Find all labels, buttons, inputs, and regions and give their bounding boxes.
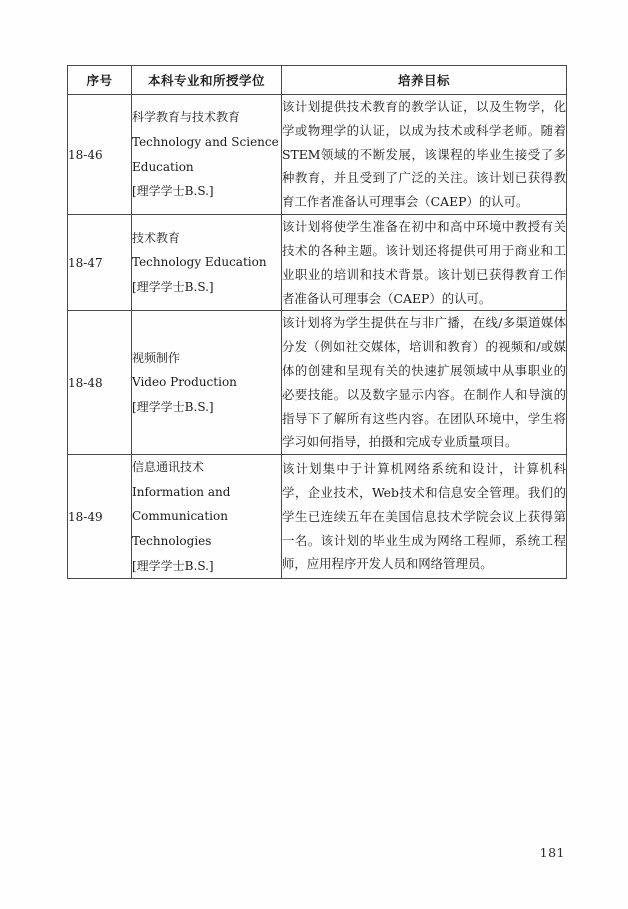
cell-serial-number: 18-46 xyxy=(68,95,132,215)
cell-serial-number: 18-47 xyxy=(68,215,132,311)
major-line: [理学学士B.S.] xyxy=(132,279,214,294)
table-header xyxy=(68,66,567,95)
cell-major-and-degree xyxy=(132,95,282,215)
cell-serial-number: 18-49 xyxy=(68,455,132,579)
table-row xyxy=(68,455,567,579)
major-line: Technology and Science xyxy=(132,134,279,149)
training-objective-text: 该计划提供技术教育的教学认证，以及生物学，化学或物理学的认证，以成为技术或科学老师。随着STEM领域的不断发展，该课程的毕业生接受了多种教育，并且受到了广泛的关注。该计划已获得教育工作者准备认可理事会（CAEP）的认可。 xyxy=(282,99,566,210)
training-objective-text: 该计划将为学生提供在与非广播，在线/多渠道媒体分发（例如社交媒体，培训和教育）的视频和/或媒体的创建和呈现有关的快速扩展领域中从事职业的必要技能。以及数字显示内容。在制作人和导演的指导下了解所有这些内容。在团队环境中，学生将学习如何指导，拍摄和完成专业质量项目。 xyxy=(282,315,566,450)
cell-major-and-degree xyxy=(132,215,282,311)
column-header-major-and-degree: 本科专业和所授学位 xyxy=(132,66,282,95)
major-line: Technologies xyxy=(132,533,212,548)
major-line: [理学学士B.S.] xyxy=(132,558,214,573)
column-header-serial-number: 序号 xyxy=(68,66,132,95)
training-objective-text: 该计划集中于计算机网络系统和设计，计算机科学，企业技术，Web技术和信息安全管理。我们的学生已连续五年在美国信息技术学院会议上获得第一名。该计划的毕业生成为网络工程师，系统工程师，应用程序开发人员和网络管理员。 xyxy=(282,461,566,572)
page-number: 181 xyxy=(539,845,565,860)
major-line: [理学学士B.S.] xyxy=(132,400,214,415)
cell-training-objective xyxy=(282,311,567,455)
cell-serial-number: 18-48 xyxy=(68,311,132,455)
major-line: Technology Education xyxy=(132,255,267,270)
table-body xyxy=(68,95,567,579)
major-line: 信息通讯技术 xyxy=(132,460,205,475)
major-line: Education xyxy=(132,159,194,174)
program-table xyxy=(67,65,567,579)
program-table-container xyxy=(67,65,566,579)
cell-training-objective xyxy=(282,95,567,215)
major-line: Video Production xyxy=(132,375,237,390)
table-row xyxy=(68,215,567,311)
table-header-row xyxy=(68,66,567,95)
major-line: 技术教育 xyxy=(132,230,181,245)
column-header-training-objective: 培养目标 xyxy=(282,66,567,95)
major-line: 视频制作 xyxy=(132,350,181,365)
major-line: 科学教育与技术教育 xyxy=(132,110,241,125)
cell-training-objective xyxy=(282,215,567,311)
major-line: [理学学士B.S.] xyxy=(132,184,214,199)
cell-major-and-degree xyxy=(132,455,282,579)
cell-training-objective xyxy=(282,455,567,579)
table-row xyxy=(68,95,567,215)
table-row xyxy=(68,311,567,455)
major-line: Communication xyxy=(132,509,228,524)
cell-major-and-degree xyxy=(132,311,282,455)
major-line: Information and xyxy=(132,484,231,499)
training-objective-text: 该计划将使学生准备在初中和高中环境中教授有关技术的各种主题。该计划还将提供可用于商业和工业职业的培训和技术背景。该计划已获得教育工作者准备认可理事会（CAEP）的认可。 xyxy=(282,219,566,306)
